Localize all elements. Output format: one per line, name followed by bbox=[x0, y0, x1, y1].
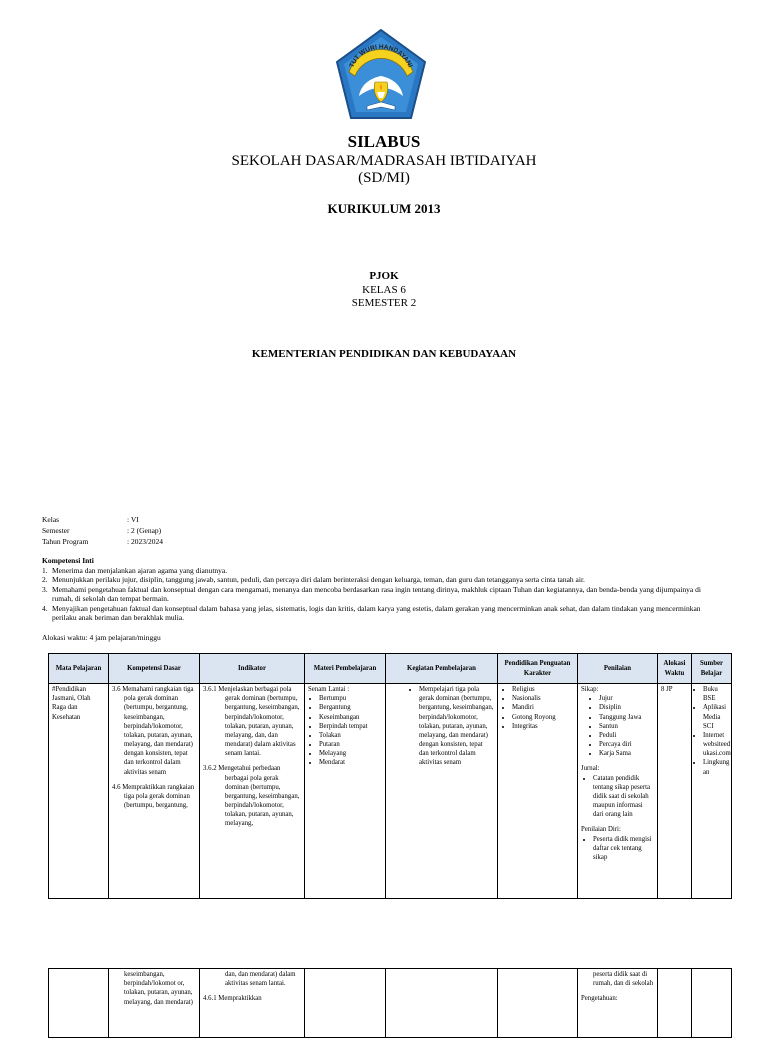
info-value: : 2 (Genap) bbox=[127, 526, 162, 535]
indikator-item: 3.6.1 Menjelaskan berbagai pola gerak dominan (bertumpu, bergantung, keseimbangan, berpindah/lokomotor, tolakan, putaran, ayunan, melayang, dan, dan mendarat) dalam aktivitas senam lantai. bbox=[203, 686, 300, 758]
kegiatan-cell bbox=[386, 684, 498, 899]
kegiatan-list bbox=[389, 685, 494, 768]
indikator-continued: dan, dan mendarat) dalam aktivitas senam lantai. bbox=[225, 971, 296, 988]
list-item: • Lingkung an bbox=[703, 758, 728, 776]
column-header: Indikator bbox=[200, 654, 305, 684]
indikator-cell bbox=[200, 684, 305, 899]
sumber-cell bbox=[692, 969, 732, 1038]
kd-cell bbox=[109, 684, 200, 899]
penilaian-diri-list bbox=[581, 835, 654, 863]
list-item: • Bergantung bbox=[319, 703, 382, 712]
column-header: Kompetensi Dasar bbox=[109, 654, 200, 684]
penilaian-continued: peserta didik saat di rumah, dan di sekolah bbox=[593, 971, 654, 988]
list-item: • Catatan pendidik tentang sikap peserta didik saat di sekolah maupun informasi dari orang lain bbox=[593, 774, 654, 820]
column-header: Alokasi Waktu bbox=[658, 654, 692, 684]
table-row bbox=[49, 684, 732, 899]
ki-title: Kompetensi Inti bbox=[42, 556, 94, 565]
document-title: SILABUS bbox=[347, 132, 421, 151]
list-item: • Peserta didik mengisi daftar cek tentang sikap bbox=[593, 835, 654, 863]
school-abbreviation: (SD/MI) bbox=[358, 170, 410, 186]
list-item: • Jujur bbox=[599, 694, 654, 703]
indikator-item: 3.6.2 Mengetahui perbedaan berbagai pola gerak dominan (bertumpu, bergantung, keseimbangan, berpindah/lokomotor, tolakan, putaran, ayunan, melayang, bbox=[203, 765, 300, 828]
ki-item: 3. Memahami pengetahuan faktual dan konseptual dengan cara mengamati, menanya dan mencoba berdasarkan rasa ingin tentang dirinya, makhluk ciptaan Tuhan dan kegiatannya, dan benda-benda yang dijumpainya di rumah, di sekolah dan tempat bermain. bbox=[42, 584, 701, 604]
penilaian-cell bbox=[578, 969, 658, 1038]
materi-title: Senam Lantai : bbox=[308, 686, 350, 693]
alokasi-waktu-text: Alokasi waktu: 4 jam pelajaran/minggu bbox=[42, 633, 161, 642]
grade-label: KELAS 6 bbox=[362, 284, 406, 296]
column-header: Penilaian bbox=[578, 654, 658, 684]
list-item: • Melayang bbox=[319, 749, 382, 758]
list-item: • Berpindah tempat bbox=[319, 722, 382, 731]
list-item: • Bertumpu bbox=[319, 694, 382, 703]
kd-item: 4.6 Mempraktikkan rangkaian tiga pola gerak dominan (bertumpu, bergantung, bbox=[112, 783, 195, 810]
ki-list bbox=[42, 566, 722, 622]
column-header: Kegiatan Pembelajaran bbox=[386, 654, 498, 684]
list-item: • Peduli bbox=[599, 731, 654, 740]
indikator-cell bbox=[200, 969, 305, 1038]
column-header: Mata Pelajaran bbox=[49, 654, 109, 684]
curriculum-label: KURIKULUM 2013 bbox=[327, 201, 441, 216]
list-item: • Gotong Royong bbox=[512, 713, 574, 722]
tut-wuri-handayani-logo bbox=[331, 26, 431, 126]
kd-continued: keseimbangan, berpindah/lokomot or, tolakan, putaran, ayunan, melayang, dan mendarat) bbox=[124, 971, 193, 1006]
list-item: • Integritas bbox=[512, 722, 574, 731]
column-header: Pendidikan Penguatan Karakter bbox=[498, 654, 578, 684]
syllabus-table-continued bbox=[48, 968, 732, 1038]
indikator-item: 4.6.1 Mempraktikkan bbox=[203, 995, 262, 1003]
list-item: • Karja Sama bbox=[599, 749, 654, 758]
info-label: Kelas bbox=[42, 515, 60, 524]
list-item: • Aplikasi Media SCI bbox=[703, 703, 728, 731]
table-row bbox=[49, 969, 732, 1038]
list-item: • Tolakan bbox=[319, 731, 382, 740]
list-item: • Santun bbox=[599, 722, 654, 731]
mapel-cell: #Pendidikan Jasmani, Olah Raga dan Kesehatan bbox=[49, 684, 109, 899]
column-header: Materi Pembelajaran bbox=[305, 654, 386, 684]
mapel-cell bbox=[49, 969, 109, 1038]
list-item: • Nasionalis bbox=[512, 694, 574, 703]
table-header-row bbox=[49, 654, 732, 684]
svg-text:TUT WURI HANDAYANI: TUT WURI HANDAYANI bbox=[348, 43, 414, 69]
info-value: : 2023/2024 bbox=[127, 537, 164, 546]
list-item: • Mempelajari tiga pola gerak dominan (bertumpu, bergantung, keseimbangan, berpindah/lokomotor, tolakan, putaran, ayunan, melayang, dan mendarat) dengan konsisten, tepat dan terkontrol dalam aktivitas senam bbox=[419, 685, 494, 768]
list-item: • Mendarat bbox=[319, 758, 382, 767]
materi-cell bbox=[305, 684, 386, 899]
kd-cell bbox=[109, 969, 200, 1038]
list-item: • Putaran bbox=[319, 740, 382, 749]
kegiatan-cell bbox=[386, 969, 498, 1038]
info-value: : VI bbox=[127, 515, 139, 524]
subject-label: PJOK bbox=[369, 270, 399, 282]
materi-list bbox=[308, 694, 382, 767]
ki-item: 2. Menunjukkan perilaku jujur, disiplin, tanggung jawab, santun, peduli, dan percaya diri dalam berinteraksi dengan keluarga, teman, dan guru dan tetangganya serta cinta tanah air. bbox=[42, 575, 585, 585]
list-item: • Buku BSE bbox=[703, 685, 728, 703]
kd-item: 3.6 Memahami rangkaian tiga pola gerak dominan (bertumpu, bergantung, keseimbangan, berpindah/lokomotor, tolakan, putaran, ayunan, melayang, dan mendarat) dengan konsisten, tepat dan terkontrol dalam aktivitas senam bbox=[112, 686, 194, 776]
info-label: Tahun Program bbox=[42, 537, 89, 546]
list-item: • Tanggung Jawa bbox=[599, 713, 654, 722]
sumber-list bbox=[695, 685, 731, 777]
penilaian-title: Penilaian Diri: bbox=[581, 826, 621, 834]
column-header: Sumber Belajar bbox=[692, 654, 732, 684]
penilaian-title: Pengetahuan: bbox=[581, 995, 618, 1003]
alokasi-cell bbox=[658, 969, 692, 1038]
penilaian-title: Jurnal: bbox=[581, 765, 600, 773]
penilaian-cell bbox=[578, 684, 658, 899]
school-name: SEKOLAH DASAR/MADRASAH IBTIDAIYAH bbox=[231, 153, 537, 169]
ministry-label: KEMENTERIAN PENDIDIKAN DAN KEBUDAYAAN bbox=[251, 348, 517, 360]
list-item: • Religius bbox=[512, 685, 574, 694]
materi-cell bbox=[305, 969, 386, 1038]
penilaian-title: Sikap: bbox=[581, 686, 599, 693]
list-item: • Internet websiteed ukasi.com bbox=[703, 731, 728, 759]
list-item: • Disiplin bbox=[599, 703, 654, 712]
penilaian-sikap-list bbox=[581, 694, 654, 758]
ki-item: 4. Menyajikan pengetahuan faktual dan konseptual dalam bahasa yang jelas, sistematis, logis dan kritis, dalam karya yang estetis, dalam gerakan yang mencerminkan anak sehat, dan dalam tindakan yang mencerminkan perilaku anak beriman dan berakhlak mulia. bbox=[42, 603, 701, 622]
semester-label: SEMESTER 2 bbox=[351, 297, 417, 309]
info-label: Semester bbox=[42, 526, 70, 535]
ki-item: 1. Menerima dan menjalankan ajaran agama yang dianutnya. bbox=[42, 566, 228, 575]
list-item: • Percaya diri bbox=[599, 740, 654, 749]
ppk-cell bbox=[498, 684, 578, 899]
ppk-cell bbox=[498, 969, 578, 1038]
alokasi-cell: 8 JP bbox=[658, 684, 692, 899]
sumber-cell bbox=[692, 684, 732, 899]
list-item: • Keseimbangan bbox=[319, 713, 382, 722]
penilaian-jurnal-list bbox=[581, 774, 654, 820]
list-item: • Mandiri bbox=[512, 703, 574, 712]
ppk-list bbox=[501, 685, 574, 731]
syllabus-table bbox=[48, 653, 732, 899]
